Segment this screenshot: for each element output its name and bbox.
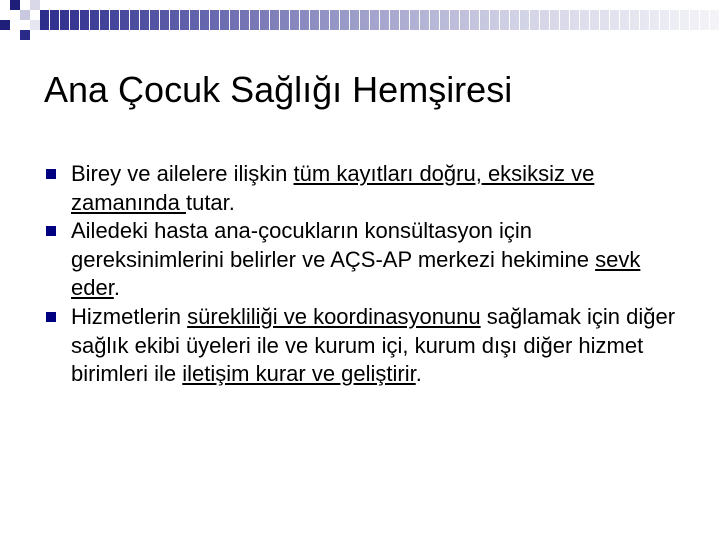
bullet-text: . [415, 361, 422, 387]
deco-square [0, 20, 10, 30]
decorative-gradient-bar [40, 10, 720, 30]
bullet-item [46, 217, 686, 303]
bullet-list [46, 160, 686, 389]
square-bullet-icon [46, 312, 56, 322]
bullet-item [46, 303, 686, 389]
slide-title: Ana Çocuk Sağlığı Hemşiresi [44, 69, 513, 110]
bullet-item [46, 160, 686, 217]
deco-square [30, 20, 40, 30]
underlined-phrase: sevk eder [71, 246, 641, 301]
bullet-text: Hizmetlerin [71, 303, 188, 329]
square-bullet-icon [46, 226, 56, 236]
deco-square [10, 0, 20, 10]
bullet-text: Ailedeki hasta ana-çocukların konsültasyon için gereksinimlerini belirler ve AÇS-AP merkezi hekimine [71, 218, 596, 272]
bullet-text: tutar. [185, 189, 235, 215]
deco-square [30, 0, 40, 10]
bullet-text: . [113, 275, 120, 301]
underlined-phrase: sürekliliği ve koordinasyonunu [187, 303, 481, 329]
underlined-phrase: tüm kayıtları doğru, eksiksiz ve zamanında [71, 161, 595, 215]
underlined-phrase: iletişim kurar ve geliştirir [182, 361, 416, 387]
bullet-text: sağlamak için diğer sağlık ekibi üyeleri ile ve kurum içi, kurum dışı diğer hizmet birimleri ile [71, 303, 676, 387]
deco-square [20, 30, 30, 40]
square-bullet-icon [46, 169, 56, 179]
bullet-text: Birey ve ailelere ilişkin [71, 161, 294, 186]
deco-square [20, 10, 30, 20]
